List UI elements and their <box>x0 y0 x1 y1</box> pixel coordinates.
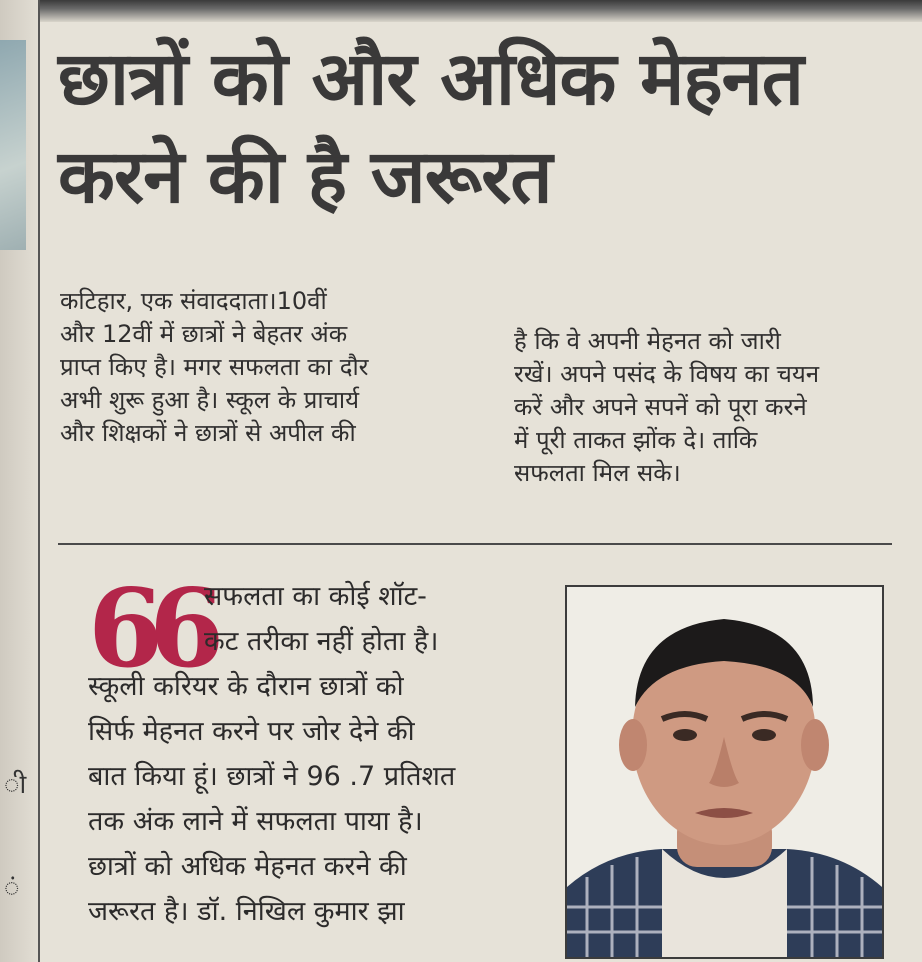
headline-line: करने की है जरूरत <box>58 134 552 220</box>
body-line: रखें। अपने पसंद के विषय का चयन <box>514 360 820 388</box>
portrait-photo <box>565 585 884 959</box>
headline-line: छात्रों को और अधिक मेहनत <box>58 36 803 122</box>
body-line: है कि वे अपनी मेहनत को जारी <box>514 327 781 355</box>
quote-mark-icon: 66 <box>88 566 211 692</box>
body-column-left <box>60 285 480 450</box>
adjacent-column-edge <box>0 0 40 962</box>
quote-line: जरूरत है। डॉ. निखिल कुमार झा <box>88 896 405 927</box>
article-headline <box>58 30 918 226</box>
adjacent-photo-fragment <box>0 40 26 250</box>
body-line: कटिहार, एक संवाददाता।10वीं <box>60 287 327 315</box>
section-divider <box>58 543 892 545</box>
body-column-right <box>514 325 904 490</box>
body-line: और 12वीं में छात्रों ने बेहतर अंक <box>60 320 348 348</box>
body-line: करें और अपने सपनें को पूरा करने <box>514 393 807 421</box>
quote-line: स्कूली करियर के दौरान छात्रों को <box>88 671 404 702</box>
quote-line: तक अंक लाने में सफलता पाया है। <box>88 806 423 837</box>
body-line: अभी शुरू हुआ है। स्कूल के प्राचार्य <box>60 386 359 414</box>
body-line: सफलता मिल सके। <box>514 459 681 487</box>
previous-article-edge <box>0 0 922 22</box>
quote-line: कट तरीका नहीं होता है। <box>204 626 439 657</box>
body-line: और शिक्षकों ने छात्रों से अपील की <box>60 419 356 447</box>
quote-line: छात्रों को अधिक मेहनत करने की <box>88 851 407 882</box>
pull-quote <box>88 566 533 934</box>
adjacent-text-fragment: ं <box>4 873 20 903</box>
quote-line: बात किया हूं। छात्रों ने 96 .7 प्रतिशत <box>88 761 456 792</box>
body-line: प्राप्त किए है। मगर सफलता का दौर <box>60 353 369 381</box>
quote-line: सफलता का कोई शॉट- <box>204 581 427 612</box>
body-line: में पूरी ताकत झोंक दे। ताकि <box>514 426 758 454</box>
adjacent-text-fragment: ी <box>4 770 27 800</box>
quote-line: सिर्फ मेहनत करने पर जोर देने की <box>88 716 415 747</box>
portrait-illustration <box>567 587 882 957</box>
